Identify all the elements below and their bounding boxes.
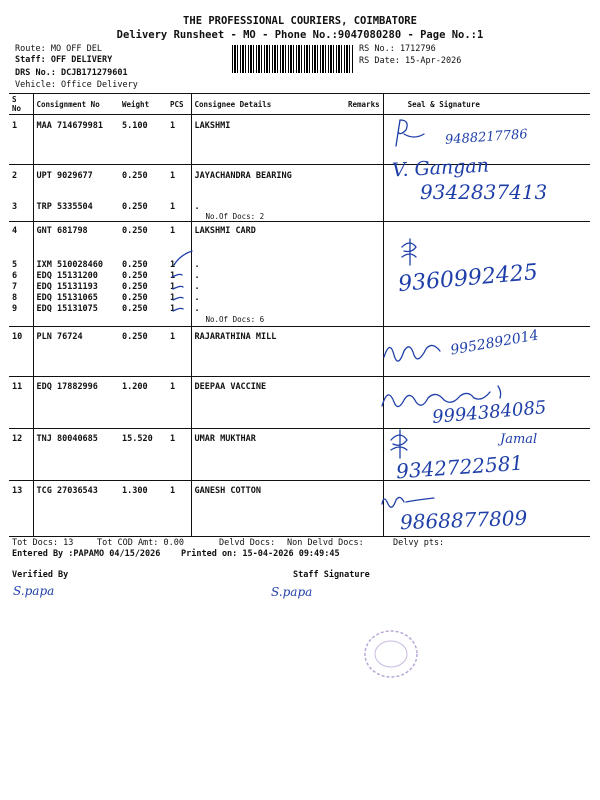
cell-sno: 7 [12, 281, 18, 292]
table-row [9, 222, 590, 260]
cell-pcs: 1 [167, 115, 191, 165]
cell-weight: 0.250 [122, 259, 148, 270]
cell-pcs: 1 [167, 481, 191, 537]
col-consignee: Consignee Details [191, 94, 345, 115]
cell-consignee: LAKSHMI CARD [191, 222, 345, 260]
signature-1 [388, 116, 428, 151]
cell-consignee: . [191, 293, 345, 304]
col-weight: Weight [119, 94, 167, 115]
cell-consignment: TCG 27036543 [33, 481, 119, 537]
cell-sno: 8 [12, 292, 18, 303]
cell-pcs: 1 [170, 201, 176, 212]
cell-weight: 1.200 [119, 377, 167, 429]
cell-consignee: . [191, 271, 345, 282]
cell-consignment: IXM 510028460 [33, 260, 119, 271]
cell-weight: 5.100 [119, 115, 167, 165]
company-name: THE PROFESSIONAL COURIERS, COIMBATORE [183, 15, 417, 27]
signature-7-phone: 9868877809 [399, 505, 528, 535]
cell-weight: 0.250 [122, 226, 148, 236]
cell-pcs: 1 [167, 327, 191, 377]
delivery-points: Delvy pts: [393, 538, 445, 548]
cell-weight: 1.300 [119, 481, 167, 537]
cell-sno: 11 [9, 377, 33, 429]
signature-3 [398, 237, 422, 267]
stamp-seal [362, 628, 420, 680]
col-pcs: PCS [167, 94, 191, 115]
table-row [9, 293, 590, 304]
cell-sno: 3 [12, 201, 18, 212]
cell-pcs: 1 [167, 377, 191, 429]
cell-consignee: UMAR MUKTHAR [191, 429, 345, 481]
signature-1-phone: 9488217786 [444, 127, 529, 148]
staff-label: Staff: OFF DELIVERY [15, 55, 113, 65]
cell-pcs: 1 [167, 429, 191, 481]
cell-weight: 15.520 [119, 429, 167, 481]
cell-sno: 1 [9, 115, 33, 165]
cell-pcs: 1 [170, 171, 176, 181]
drs-number: DRS No.: DCJB171279601 [15, 68, 128, 78]
cell-weight: 0.250 [122, 201, 148, 212]
cell-pcs: 1 [170, 226, 176, 236]
cell-pcs: 1 [170, 259, 176, 270]
signature-2-phone: 9342837413 [420, 180, 548, 204]
cell-pcs: 1 [170, 292, 176, 303]
cell-sno: 12 [9, 429, 33, 481]
cell-sno: 2 [12, 171, 18, 181]
signature-5-phone: 9994384085 [431, 397, 548, 428]
signature-6-phone: 9342722581 [395, 450, 524, 484]
cell-sno: 13 [9, 481, 33, 537]
cell-consignee: LAKSHMI [191, 115, 345, 165]
route-label: Route: MO OFF DEL [15, 44, 102, 54]
signature-4-phone: 9952892014 [449, 327, 540, 359]
no-of-docs: No.Of Docs: 6 [191, 315, 345, 327]
barcode [232, 45, 354, 73]
printed-on: Printed on: 15-04-2026 09:49:45 [181, 549, 340, 559]
cell-weight: 0.250 [122, 270, 148, 281]
cell-consignee: DEEPAA VACCINE [191, 377, 345, 429]
cell-weight: 0.250 [122, 171, 148, 181]
cell-consignment: TRP 5335504 [33, 202, 119, 212]
cell-consignment: GNT 681798 [33, 222, 119, 260]
cell-consignment: EDQ 15131065 [33, 293, 119, 304]
cell-pcs: 1 [170, 281, 176, 292]
runsheet-title: Delivery Runsheet - MO - Phone No.:9047080280 - Page No.:1 [116, 29, 484, 41]
signature-3-phone: 9360992425 [397, 259, 539, 298]
cell-consignment: UPT 9029677 [33, 165, 119, 202]
table-row [9, 315, 590, 327]
cell-sno: 4 [12, 226, 18, 236]
cell-consignment: TNJ 80040685 [33, 429, 119, 481]
cell-pcs: 1 [170, 270, 176, 281]
cell-consignee: . [191, 304, 345, 315]
col-sno: S No [9, 94, 33, 115]
no-of-docs: No.Of Docs: 2 [191, 212, 345, 222]
staff-signature: S.papa [271, 585, 313, 599]
cell-sno: 10 [9, 327, 33, 377]
col-signature: Seal & Signature [383, 94, 590, 115]
cell-consignment: EDQ 15131075 [33, 304, 119, 315]
verified-by-label: Verified By [12, 570, 69, 580]
rs-date: RS Date: 15-Apr-2026 [359, 56, 462, 66]
non-delivered-docs: Non Delvd Docs: [287, 538, 364, 548]
cell-consignment: PLN 76724 [33, 327, 119, 377]
table-row [9, 304, 590, 315]
cell-weight: 0.250 [119, 327, 167, 377]
cell-weight: 0.250 [122, 281, 148, 292]
cell-consignment: EDQ 17882996 [33, 377, 119, 429]
cell-consignee: RAJARATHINA MILL [191, 327, 345, 377]
cell-pcs: 1 [170, 303, 176, 314]
vehicle-label: Vehicle: Office Delivery [15, 80, 138, 90]
cell-consignment: MAA 714679981 [33, 115, 119, 165]
signature-6-name: Jamal [500, 432, 538, 447]
table-row [9, 212, 590, 222]
signature-6 [388, 428, 414, 460]
cell-sno: 6 [12, 270, 18, 281]
col-remarks: Remarks [345, 94, 383, 115]
cell-sno: 9 [12, 303, 18, 314]
delivered-docs: Delvd Docs: [219, 538, 276, 548]
cell-consignee: . [191, 260, 345, 271]
col-consignment: Consignment No [33, 94, 119, 115]
total-docs: Tot Docs: 13 [12, 538, 74, 548]
staff-signature-label: Staff Signature [293, 570, 370, 580]
cell-consignment: EDQ 15131193 [33, 282, 119, 293]
cell-consignee: GANESH COTTON [191, 481, 345, 537]
total-cod-amount: Tot COD Amt: 0.00 [97, 538, 184, 548]
cell-consignment: EDQ 15131200 [33, 271, 119, 282]
cell-consignee: . [191, 282, 345, 293]
rs-number: RS No.: 1712796 [359, 44, 436, 54]
signature-4 [380, 335, 450, 365]
verified-by-signature: S.papa [13, 584, 55, 598]
cell-consignee: . [191, 202, 345, 212]
entered-by: Entered By :PAPAMO 04/15/2026 [12, 549, 161, 559]
cell-weight: 0.250 [122, 303, 148, 314]
tick-marks [170, 250, 210, 320]
cell-consignee: JAYACHANDRA BEARING [191, 165, 345, 202]
cell-sno: 5 [12, 259, 18, 270]
cell-weight: 0.250 [122, 292, 148, 303]
signature-2-name: V. Gangan [391, 154, 490, 182]
